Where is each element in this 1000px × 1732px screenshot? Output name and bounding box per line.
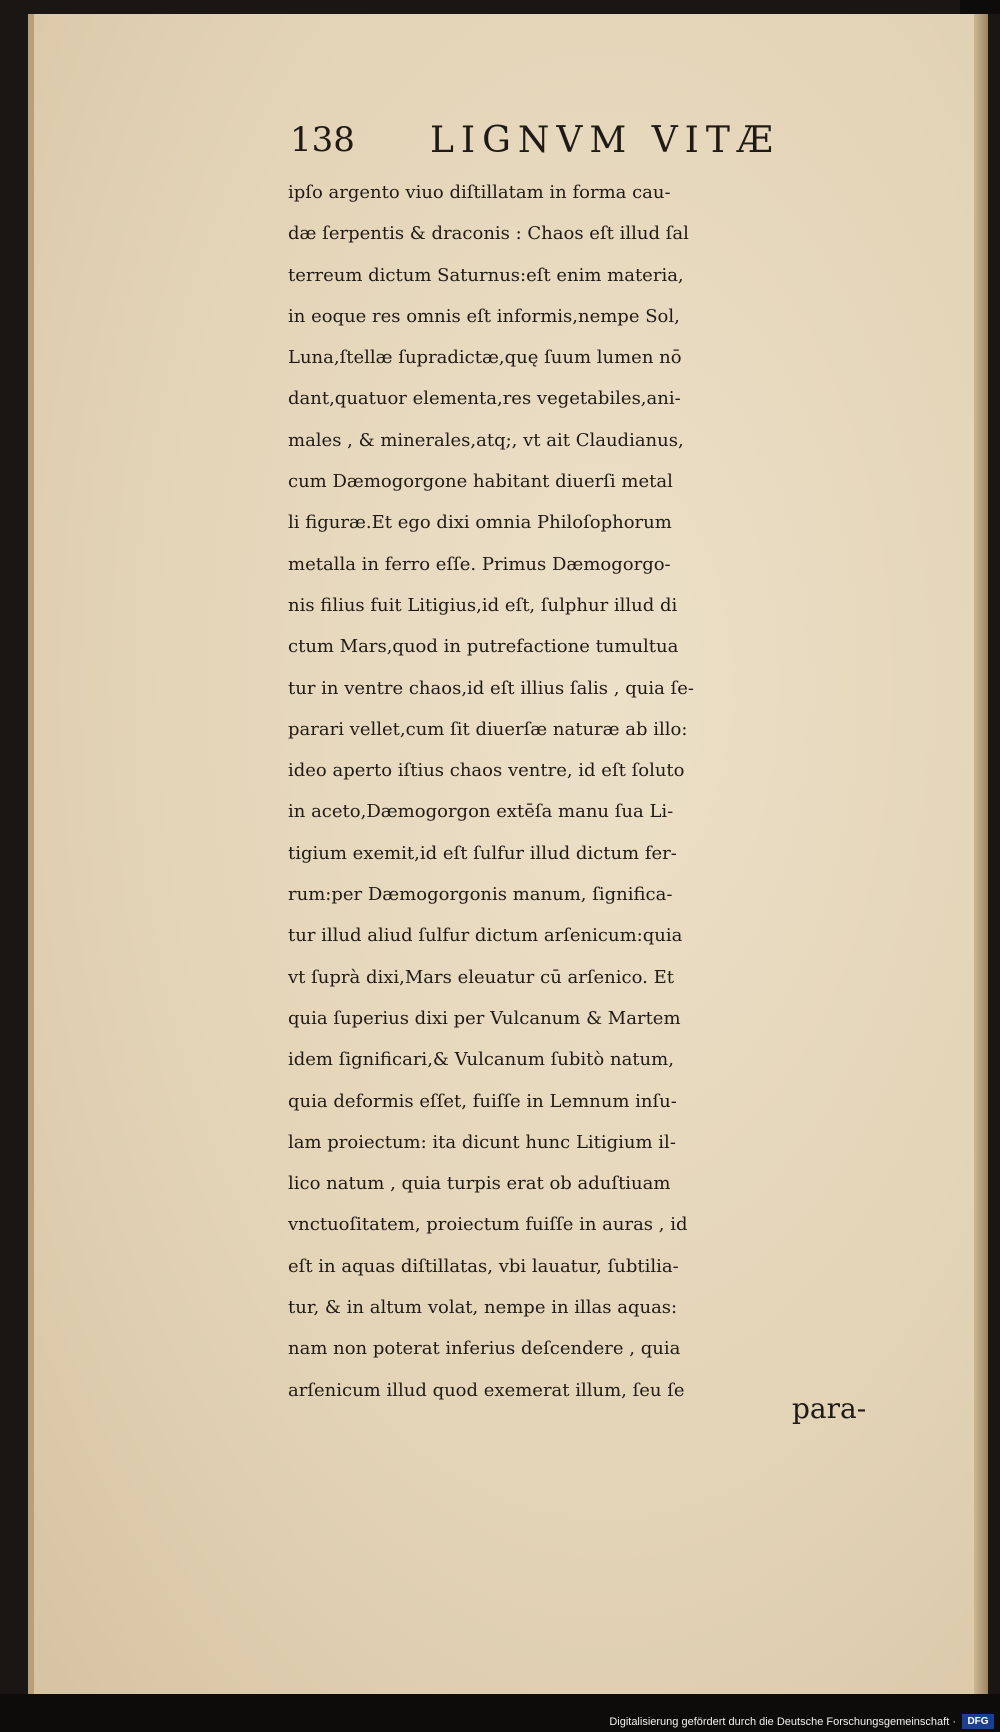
text-line: li figuræ.Et ego dixi omnia Philoſophorum bbox=[288, 512, 672, 534]
text-body bbox=[288, 172, 898, 1411]
text-line: lico natum , quia turpis erat ob aduſtiuam bbox=[288, 1173, 671, 1195]
text-line: tur illud aliud ſulfur dictum arſenicum:quia bbox=[288, 925, 683, 947]
text-line: in aceto,Dæmogorgon extēſa manu ſua Li- bbox=[288, 801, 674, 823]
text-line: vnctuoſitatem, proiectum fuiſſe in auras , id bbox=[288, 1214, 688, 1236]
text-line: ctum Mars,quod in putrefactione tumultua bbox=[288, 636, 679, 658]
text-line: lam proiectum: ita dicunt hunc Litigium il- bbox=[288, 1131, 676, 1153]
text-line: tur, & in altum volat, nempe in illas aquas: bbox=[288, 1297, 678, 1319]
text-line: dæ ſerpentis & draconis : Chaos eſt illud ſal bbox=[288, 223, 689, 245]
page-header bbox=[290, 120, 880, 172]
running-title: LIGNVM VITÆ bbox=[430, 120, 780, 161]
catchword: para- bbox=[792, 1392, 867, 1425]
text-line: vt ſuprà dixi,Mars eleuatur cū arſenico. Et bbox=[288, 966, 674, 988]
text-line: cum Dæmogorgone habitant diuerſi metal bbox=[288, 471, 673, 493]
text-line: arſenicum illud quod exemerat illum, ſeu ſe bbox=[288, 1379, 685, 1401]
text-line: nis filius fuit Litigius,id eſt, ſulphur illud di bbox=[288, 594, 678, 616]
text-line: ideo aperto iſtius chaos ventre, id eſt ſoluto bbox=[288, 760, 685, 782]
text-line: Luna,ſtellæ ſupradictæ,quę ſuum lumen nō bbox=[288, 347, 682, 369]
page-number: 138 bbox=[290, 120, 355, 160]
text-line: males , & minerales,atq;, vt ait Claudianus, bbox=[288, 429, 684, 451]
text-line: quia ſuperius dixi per Vulcanum & Martem bbox=[288, 1007, 681, 1029]
text-line: metalla in ferro eſſe. Primus Dæmogorgo- bbox=[288, 553, 671, 575]
text-line: parari vellet,cum ſit diuerſæ naturæ ab illo: bbox=[288, 718, 688, 740]
scan-corner bbox=[960, 0, 1000, 14]
text-line: tur in ventre chaos,id eſt illius ſalis , quia ſe- bbox=[288, 677, 694, 699]
text-line: quia deformis eſſet, fuiſſe in Lemnum inſu- bbox=[288, 1090, 677, 1112]
digitization-credit: Digitalisierung gefördert durch die Deutsche Forschungsgemeinschaft · bbox=[609, 1716, 956, 1728]
text-line: rum:per Dæmogorgonis manum, ſignifica- bbox=[288, 884, 673, 906]
text-line: dant,quatuor elementa,res vegetabiles,ani- bbox=[288, 388, 681, 410]
text-line: idem ſignificari,& Vulcanum ſubitò natum, bbox=[288, 1049, 674, 1071]
text-line: in eoque res omnis eſt informis,nempe Sol, bbox=[288, 305, 680, 327]
text-line: eſt in aquas diſtillatas, vbi lauatur, ſubtilia- bbox=[288, 1255, 679, 1277]
text-line: nam non poterat inferius deſcendere , quia bbox=[288, 1338, 681, 1360]
text-line: ipſo argento viuo diſtillatam in forma cau- bbox=[288, 182, 671, 203]
text-line: terreum dictum Saturnus:eſt enim materia, bbox=[288, 264, 684, 286]
text-line: tigium exemit,id eſt ſulfur illud dictum fer- bbox=[288, 842, 677, 864]
page-fore-edge bbox=[974, 14, 988, 1694]
dfg-logo: DFG bbox=[962, 1714, 994, 1729]
